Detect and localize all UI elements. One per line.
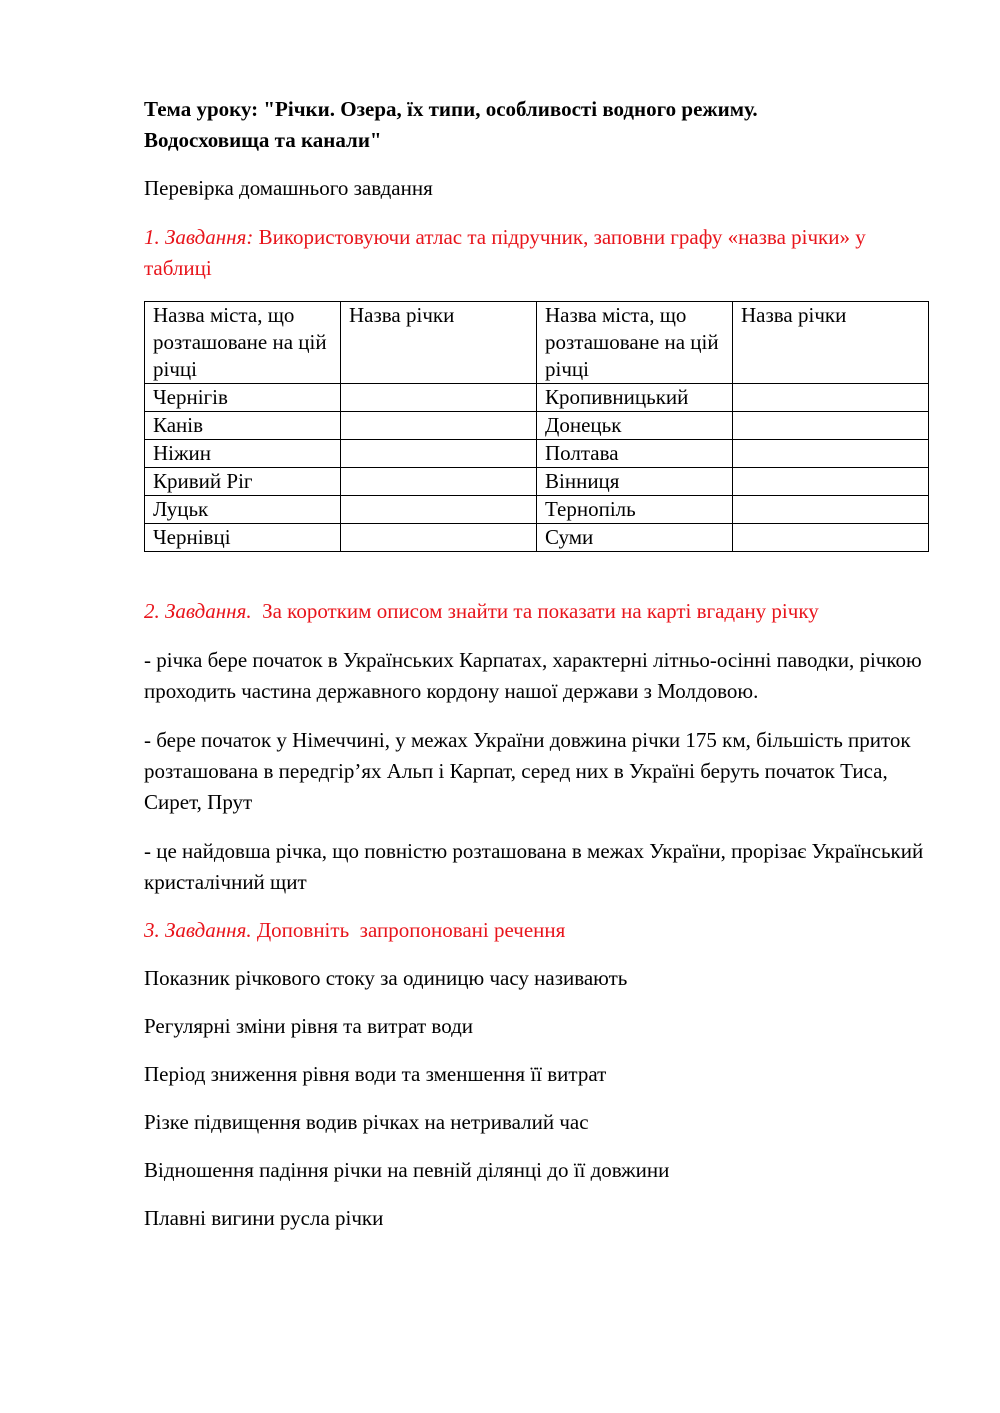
sentence-item: Відношення падіння річки на певній ділянці до її довжини xyxy=(144,1158,670,1182)
river-answer-cell[interactable] xyxy=(733,524,929,552)
river-answer-cell[interactable] xyxy=(341,496,537,524)
table-row xyxy=(145,496,929,524)
river-answer-cell[interactable] xyxy=(733,412,929,440)
lesson-title-line-2: Водосховища та канали" xyxy=(144,128,382,152)
table-row xyxy=(145,468,929,496)
river-answer-cell[interactable] xyxy=(733,384,929,412)
river-answer-cell[interactable] xyxy=(733,468,929,496)
lesson-title-line-1: Тема уроку: "Річки. Озера, їх типи, особливості водного режиму. xyxy=(144,97,758,121)
sentence-item: Регулярні зміни рівня та витрат води xyxy=(144,1014,474,1038)
river-answer-cell[interactable] xyxy=(733,496,929,524)
river-description-1: - річка бере початок в Українських Карпатах, характерні літньо-осінні паводки, річкою проходить частина державного кордону нашої держави з Молдовою. xyxy=(144,648,922,703)
task-2-text: За коротким описом знайти та показати на карті вгадану річку xyxy=(251,599,819,623)
header-city-1: Назва міста, що розташоване на цій річці xyxy=(145,302,341,384)
city-cell: Кривий Ріг xyxy=(145,468,341,496)
cities-rivers-table xyxy=(144,301,929,552)
city-cell: Тернопіль xyxy=(537,496,733,524)
task-1-instruction xyxy=(144,222,934,284)
sentence-item: Період зниження рівня води та зменшення її витрат xyxy=(144,1062,607,1086)
city-cell: Канів xyxy=(145,412,341,440)
river-answer-cell[interactable] xyxy=(733,440,929,468)
task-3-label: 3. Завдання. xyxy=(144,918,252,942)
river-answer-cell[interactable] xyxy=(341,384,537,412)
river-answer-cell[interactable] xyxy=(341,412,537,440)
city-cell: Чернігів xyxy=(145,384,341,412)
river-description-3: - це найдовша річка, що повністю розташована в межах України, прорізає Український кристалічний щит xyxy=(144,839,924,894)
table-header-row xyxy=(145,302,929,384)
river-answer-cell[interactable] xyxy=(341,468,537,496)
lesson-title xyxy=(144,94,934,156)
header-river-1: Назва річки xyxy=(341,302,537,384)
river-answer-cell[interactable] xyxy=(341,524,537,552)
header-city-2: Назва міста, що розташоване на цій річці xyxy=(537,302,733,384)
task-3-instruction xyxy=(144,915,934,946)
sentence-item: Плавні вигини русла річки xyxy=(144,1206,384,1230)
task-2-label: 2. Завдання. xyxy=(144,599,252,623)
table-row xyxy=(145,384,929,412)
river-description-2: - бере початок у Німеччині, у межах України довжина річки 175 км, більшість приток розташована в передгір’ях Альп і Карпат, серед них в Україні беруть початок Тиса, Сирет, Прут xyxy=(144,728,911,814)
city-cell: Полтава xyxy=(537,440,733,468)
city-cell: Кропивницький xyxy=(537,384,733,412)
sentence-item: Показник річкового стоку за одиницю часу називають xyxy=(144,966,628,990)
task-1-text: Використовуючи атлас та підручник, заповни графу «назва річки» у таблиці xyxy=(144,225,866,280)
task-3-text: Доповніть запропоновані речення xyxy=(251,918,566,942)
task-1-label: 1. Завдання: xyxy=(144,225,254,249)
table-row xyxy=(145,440,929,468)
worksheet-page xyxy=(144,94,934,1234)
task-2-instruction xyxy=(144,596,934,627)
city-cell: Донецьк xyxy=(537,412,733,440)
sentence-item: Різке підвищення водив річках на нетривалий час xyxy=(144,1110,589,1134)
city-cell: Вінниця xyxy=(537,468,733,496)
city-cell: Чернівці xyxy=(145,524,341,552)
table-row xyxy=(145,412,929,440)
table-row xyxy=(145,524,929,552)
city-cell: Луцьк xyxy=(145,496,341,524)
homework-check-heading: Перевірка домашнього завдання xyxy=(144,176,433,200)
city-cell: Суми xyxy=(537,524,733,552)
city-cell: Ніжин xyxy=(145,440,341,468)
header-river-2: Назва річки xyxy=(733,302,929,384)
river-answer-cell[interactable] xyxy=(341,440,537,468)
